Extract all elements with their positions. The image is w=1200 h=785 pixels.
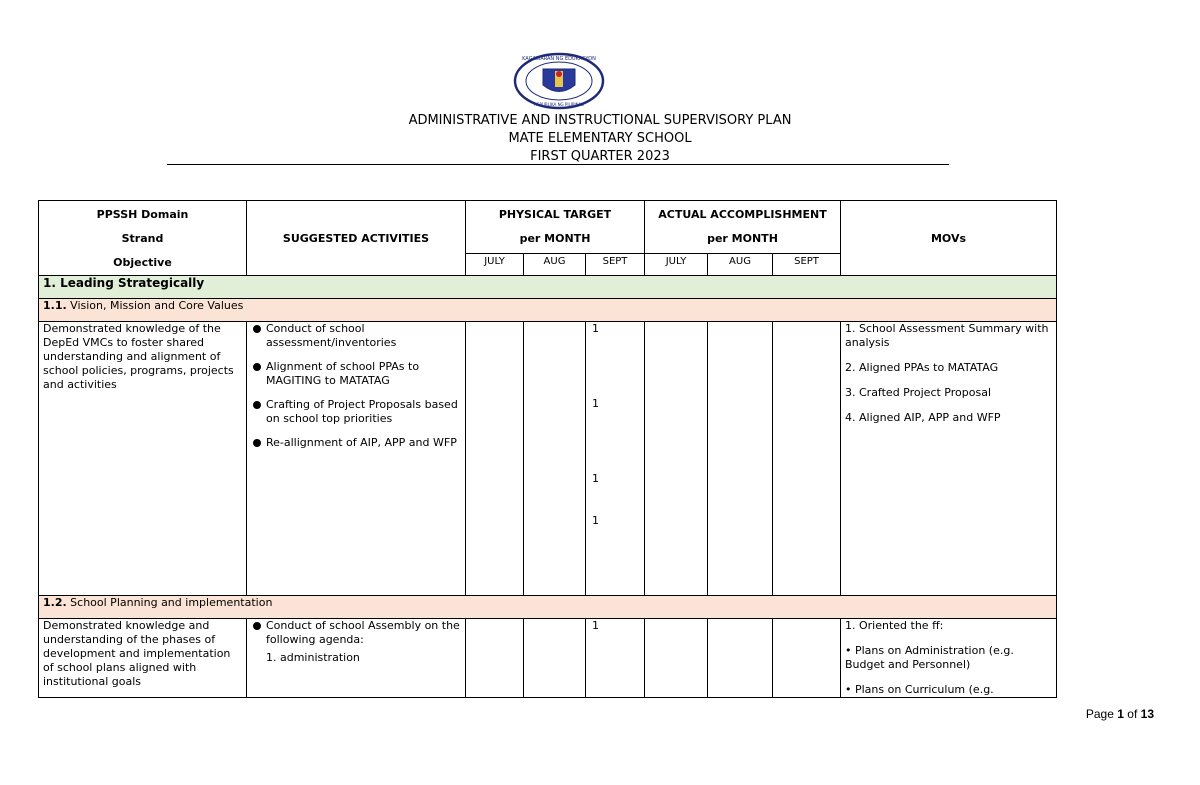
activities-cell bbox=[247, 322, 466, 596]
mov-item: • Plans on Curriculum (e.g. bbox=[845, 683, 994, 696]
school-name: MATE ELEMENTARY SCHOOL bbox=[508, 131, 692, 146]
strand-row bbox=[39, 596, 1057, 619]
mov-item: • Plans on Administration (e.g. Budget and Personnel) bbox=[845, 644, 1014, 671]
header-suggested-activities: SUGGESTED ACTIVITIES bbox=[247, 201, 466, 276]
bullet-icon bbox=[253, 325, 261, 333]
actual-month-sept: SEPT bbox=[773, 254, 841, 276]
bullet-icon bbox=[253, 439, 261, 447]
mov-item: 1. School Assessment Summary with analysis bbox=[845, 322, 1049, 349]
actual-july-cell bbox=[645, 322, 708, 596]
domain-title: 1. Leading Strategically bbox=[39, 276, 1057, 299]
supervisory-plan-table bbox=[38, 200, 1057, 698]
deped-seal-logo bbox=[513, 52, 605, 110]
sept-target-value: 1 bbox=[592, 514, 599, 527]
target-july-cell bbox=[466, 322, 524, 596]
header-movs: MOVs bbox=[841, 201, 1057, 276]
quarter-label: FIRST QUARTER 2023 bbox=[530, 149, 670, 164]
actual-aug-cell bbox=[708, 322, 773, 596]
header-physical-target: PHYSICAL TARGET per MONTH bbox=[466, 201, 645, 254]
activities-cell bbox=[247, 619, 466, 698]
target-july-cell bbox=[466, 619, 524, 698]
target-aug-cell bbox=[524, 619, 586, 698]
mov-item: 1. Oriented the ff: bbox=[845, 619, 944, 632]
header-domain-strand-objective: PPSSH Domain Strand Objective bbox=[39, 201, 247, 276]
target-sept-cell bbox=[586, 619, 645, 698]
domain-row bbox=[39, 276, 1057, 299]
sept-target-value: 1 bbox=[592, 397, 599, 410]
table-header-row bbox=[39, 201, 1057, 254]
target-aug-cell bbox=[524, 322, 586, 596]
movs-cell bbox=[841, 322, 1057, 596]
actual-sept-cell bbox=[773, 322, 841, 596]
strand-title: 1.1. Vision, Mission and Core Values bbox=[39, 299, 1057, 322]
title-divider bbox=[167, 164, 949, 165]
actual-month-aug: AUG bbox=[708, 254, 773, 276]
svg-text:KAGAWARAN NG EDUKASYON: KAGAWARAN NG EDUKASYON bbox=[522, 56, 596, 62]
target-sept-cell bbox=[586, 322, 645, 596]
list-item: Conduct of school Assembly on the following agenda: bbox=[251, 619, 461, 647]
strand-title: 1.2. School Planning and implementation bbox=[39, 596, 1057, 619]
list-item: Conduct of school assessment/inventories bbox=[251, 322, 461, 350]
page-footer: Page 1 of 13 bbox=[1085, 707, 1154, 721]
actual-sept-cell bbox=[773, 619, 841, 698]
list-item: 1. administration bbox=[266, 651, 360, 664]
target-month-sept: SEPT bbox=[586, 254, 645, 276]
header-actual-accomplishment: ACTUAL ACCOMPLISHMENT per MONTH bbox=[645, 201, 841, 254]
movs-cell bbox=[841, 619, 1057, 698]
list-item: Crafting of Project Proposals based on school top priorities bbox=[251, 398, 461, 426]
table-row bbox=[39, 322, 1057, 596]
mov-item: 3. Crafted Project Proposal bbox=[845, 386, 991, 399]
sept-target-value: 1 bbox=[592, 472, 599, 485]
actual-july-cell bbox=[645, 619, 708, 698]
list-item: Alignment of school PPAs to MAGITING to MATATAG bbox=[251, 360, 461, 388]
bullet-icon bbox=[253, 401, 261, 409]
sept-target-value: 1 bbox=[592, 322, 599, 335]
actual-month-july: JULY bbox=[645, 254, 708, 276]
objective-cell: Demonstrated knowledge of the DepEd VMCs to foster shared understanding and alignment of school policies, programs, projects and activities bbox=[39, 322, 247, 596]
bullet-icon bbox=[253, 363, 261, 371]
table-row bbox=[39, 619, 1057, 698]
list-item: Re-allignment of AIP, APP and WFP bbox=[251, 436, 461, 450]
target-month-aug: AUG bbox=[524, 254, 586, 276]
mov-item: 2. Aligned PPAs to MATATAG bbox=[845, 361, 999, 374]
objective-cell: Demonstrated knowledge and understanding of the phases of development and implementation of school plans aligned with institutional goals bbox=[39, 619, 247, 698]
target-month-july: JULY bbox=[466, 254, 524, 276]
strand-row bbox=[39, 299, 1057, 322]
svg-text:REPUBLIKA NG PILIPINAS: REPUBLIKA NG PILIPINAS bbox=[534, 102, 584, 107]
mov-item: 4. Aligned AIP, APP and WFP bbox=[845, 411, 1001, 424]
plan-title: ADMINISTRATIVE AND INSTRUCTIONAL SUPERVISORY PLAN bbox=[408, 113, 792, 128]
actual-aug-cell bbox=[708, 619, 773, 698]
sept-target-value: 1 bbox=[592, 619, 599, 632]
bullet-icon bbox=[253, 622, 261, 630]
